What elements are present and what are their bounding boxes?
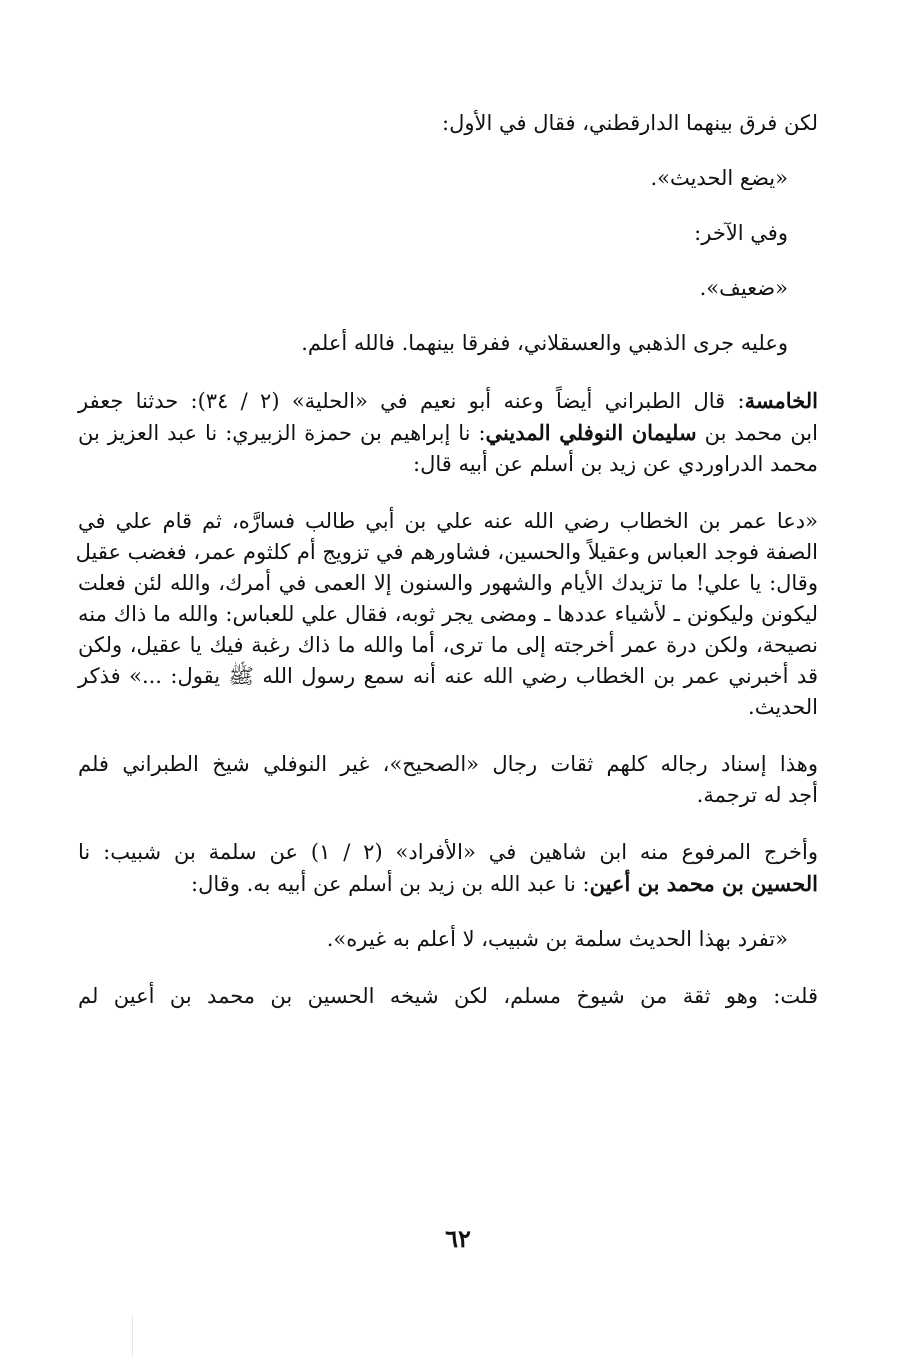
text-line bbox=[78, 868, 818, 900]
paragraph-isnad bbox=[78, 749, 818, 811]
text-line: وهذا إسناد رجاله كلهم ثقات رجال «الصحيح»، غير النوفلي شيخ الطبراني فلم bbox=[78, 752, 818, 776]
text-line: الحديث. bbox=[748, 695, 818, 719]
quote-line: «تفرد بهذا الحديث سلمة بن شبيب، لا أعلم به غيره». bbox=[326, 927, 788, 951]
text-line: الصفة فوجد العباس وعقيلاً والحسين، فشاورهم في تزويج أم كلثوم عمر، فغضب عقيل bbox=[75, 540, 818, 564]
text-line bbox=[78, 417, 818, 449]
text-span: : قال الطبراني أيضاً وعنه أبو نعيم في «الحلية» (٢ / ٣٤): حدثنا جعفر bbox=[78, 389, 745, 413]
text-line: محمد الدراوردي عن زيد بن أسلم عن أبيه قال: bbox=[413, 452, 818, 476]
text-span: : نا إبراهيم بن حمزة الزبيري: نا عبد العزيز بن bbox=[78, 421, 486, 445]
scan-mark bbox=[132, 1316, 133, 1356]
text-line: وقال: يا علي! ما تزيدك الأيام والشهور والسنون إلا العمى في أمرك، والله لئن فعلت bbox=[78, 571, 818, 595]
text-line: وأخرج المرفوع منه ابن شاهين في «الأفراد» (٢ / ١) عن سلمة بن شبيب: نا bbox=[78, 840, 818, 864]
quote-line: «ضعيف». bbox=[699, 276, 788, 300]
section-heading: الخامسة bbox=[744, 388, 818, 413]
page-text bbox=[75, 108, 818, 1012]
text-line: «دعا عمر بن الخطاب رضي الله عنه علي بن أبي طالب فسارَّه، ثم قام علي في bbox=[78, 509, 818, 533]
paragraph-qultu bbox=[78, 981, 818, 1012]
text-line: قد أخبرني عمر بن الخطاب رضي الله عنه أنه سمع رسول الله ﷺ يقول: ...» فذكر bbox=[78, 664, 818, 688]
paragraph-ibn-shahin bbox=[78, 837, 818, 900]
narrator-name: سليمان النوفلي المديني bbox=[485, 420, 697, 445]
text-span: ابن محمد بن bbox=[696, 421, 818, 445]
text-line: ليكونن وليكونن ـ لأشياء عددها ـ ومضى يجر ثوبه، فقال علي للعباس: والله ما ذاك منه bbox=[78, 602, 818, 626]
narrator-name: الحسين بن محمد بن أعين bbox=[589, 871, 818, 896]
text-line: أجد له ترجمة. bbox=[696, 783, 818, 807]
text-line bbox=[78, 385, 818, 417]
hadith-quote bbox=[75, 506, 818, 723]
text-line: نصيحة، ولكن درة عمر أخرجته إلى ما ترى، أما والله ما ذاك رغبة فيك يا عقيل، ولكن bbox=[78, 633, 818, 657]
text-line: لكن فرق بينهما الدارقطني، فقال في الأول: bbox=[442, 111, 818, 135]
text-line: قلت: وهو ثقة من شيوخ مسلم، لكن شيخه الحسين بن محمد بن أعين لم bbox=[78, 984, 818, 1008]
page-number: ٦٢ bbox=[445, 1224, 471, 1253]
text-span: : نا عبد الله بن زيد بن أسلم عن أبيه به. وقال: bbox=[191, 872, 590, 896]
paragraph-khamisa bbox=[78, 385, 818, 480]
quote-line: «يضع الحديث». bbox=[650, 166, 788, 190]
text-line: وفي الآخر: bbox=[694, 221, 788, 245]
text-line: وعليه جرى الذهبي والعسقلاني، ففرقا بينهما. فالله أعلم. bbox=[301, 331, 788, 355]
